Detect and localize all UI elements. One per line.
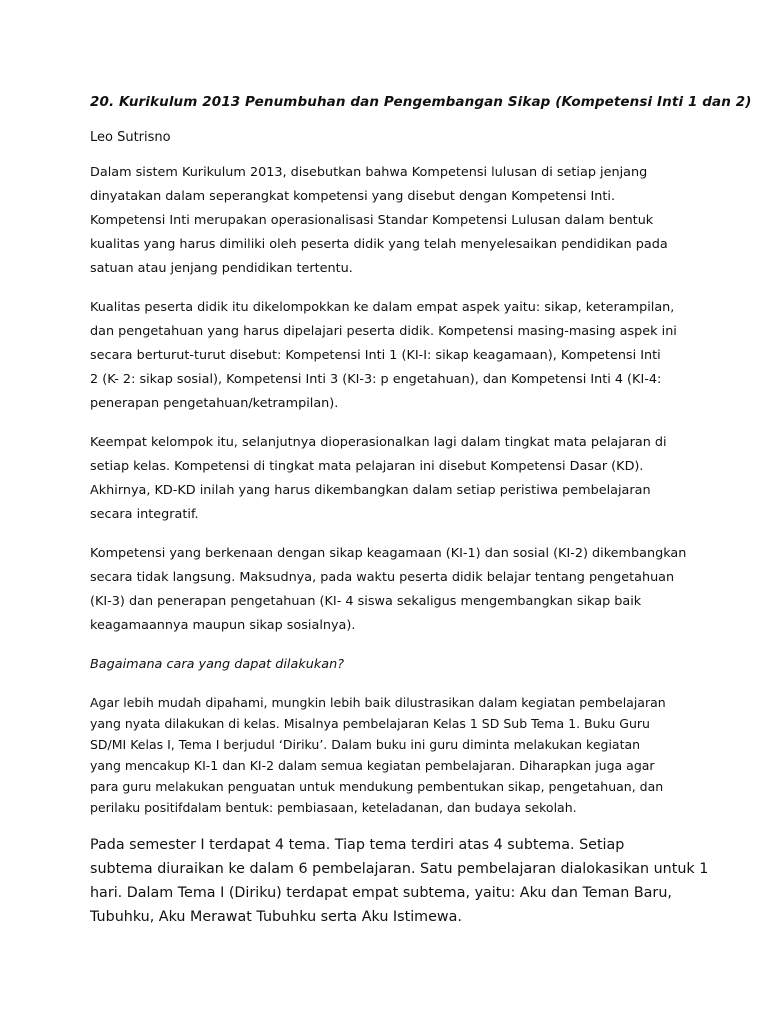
text-line: (KI-3) dan penerapan pengetahuan (KI- 4 siswa sekaligus mengembangkan sikap baik	[90, 594, 642, 609]
document-title: 20. Kurikulum 2013 Penumbuhan dan Pengembangan Sikap (Kompetensi Inti 1 dan 2)	[90, 94, 752, 110]
text-line: yang mencakup KI-1 dan KI-2 dalam semua kegiatan pembelajaran. Diharapkan juga agar	[90, 758, 655, 773]
section-question	[90, 653, 690, 677]
text-line: Kompetensi Inti merupakan operasionalisasi Standar Kompetensi Lulusan dalam bentuk	[90, 213, 654, 228]
text-line: Kompetensi yang berkenaan dengan sikap keagamaan (KI-1) dan sosial (KI-2) dikembangkan	[90, 546, 687, 561]
text-line: Agar lebih mudah dipahami, mungkin lebih baik dilustrasikan dalam kegiatan pembelajaran	[90, 695, 666, 710]
text-line: dinyatakan dalam seperangkat kompetensi yang disebut dengan Kompetensi Inti.	[90, 189, 616, 204]
text-line: Bagaimana cara yang dapat dilakukan?	[90, 657, 345, 672]
text-line: dan pengetahuan yang harus dipelajari peserta didik. Kompetensi masing-masing aspek ini	[90, 324, 677, 339]
text-line: secara tidak langsung. Maksudnya, pada waktu peserta didik belajar tentang pengetahuan	[90, 570, 675, 585]
paragraph-4	[90, 542, 690, 638]
text-line: yang nyata dilakukan di kelas. Misalnya pembelajaran Kelas 1 SD Sub Tema 1. Buku Guru	[90, 716, 650, 731]
text-line: setiap kelas. Kompetensi di tingkat mata pelajaran ini disebut Kompetensi Dasar (KD).	[90, 459, 644, 474]
text-line: Akhirnya, KD-KD inilah yang harus dikembangkan dalam setiap peristiwa pembelajaran	[90, 483, 651, 498]
text-line: satuan atau jenjang pendidikan tertentu.	[90, 261, 353, 276]
text-line: subtema diuraikan ke dalam 6 pembelajaran. Satu pembelajaran dialokasikan untuk 1	[90, 861, 709, 877]
document-page	[90, 94, 752, 944]
paragraph-7	[90, 833, 709, 929]
text-line: perilaku positifdalam bentuk: pembiasaan, keteladanan, dan budaya sekolah.	[90, 800, 577, 815]
text-line: keagamaannya maupun sikap sosialnya).	[90, 618, 356, 633]
text-line: secara berturut-turut disebut: Kompetensi Inti 1 (KI-I: sikap keagamaan), Kompetensi Inti	[90, 348, 661, 363]
text-line: secara integratif.	[90, 507, 199, 522]
text-line: 2 (K- 2: sikap sosial), Kompetensi Inti 3 (KI-3: p engetahuan), dan Kompetensi Inti 4 (KI-4:	[90, 372, 662, 387]
document-author: Leo Sutrisno	[90, 130, 171, 145]
paragraph-1	[90, 161, 690, 281]
text-line: kualitas yang harus dimiliki oleh peserta didik yang telah menyelesaikan pendidikan pada	[90, 237, 668, 252]
paragraph-6	[90, 692, 690, 818]
text-line: Keempat kelompok itu, selanjutnya dioperasionalkan lagi dalam tingkat mata pelajaran di	[90, 435, 667, 450]
text-line: para guru melakukan penguatan untuk mendukung pembentukan sikap, pengetahuan, dan	[90, 779, 664, 794]
text-line: penerapan pengetahuan/ketrampilan).	[90, 396, 339, 411]
text-line: Dalam sistem Kurikulum 2013, disebutkan bahwa Kompetensi lulusan di setiap jenjang	[90, 165, 648, 180]
paragraph-2	[90, 296, 690, 416]
text-line: hari. Dalam Tema I (Diriku) terdapat empat subtema, yaitu: Aku dan Teman Baru,	[90, 885, 672, 901]
text-line: Pada semester I terdapat 4 tema. Tiap tema terdiri atas 4 subtema. Setiap	[90, 837, 625, 853]
text-line: Kualitas peserta didik itu dikelompokkan ke dalam empat aspek yaitu: sikap, keterampilan,	[90, 300, 675, 315]
text-line: Tubuhku, Aku Merawat Tubuhku serta Aku Istimewa.	[90, 909, 462, 925]
paragraph-3	[90, 431, 690, 527]
text-line: SD/MI Kelas I, Tema I berjudul ‘Diriku’. Dalam buku ini guru diminta melakukan kegiatan	[90, 737, 641, 752]
